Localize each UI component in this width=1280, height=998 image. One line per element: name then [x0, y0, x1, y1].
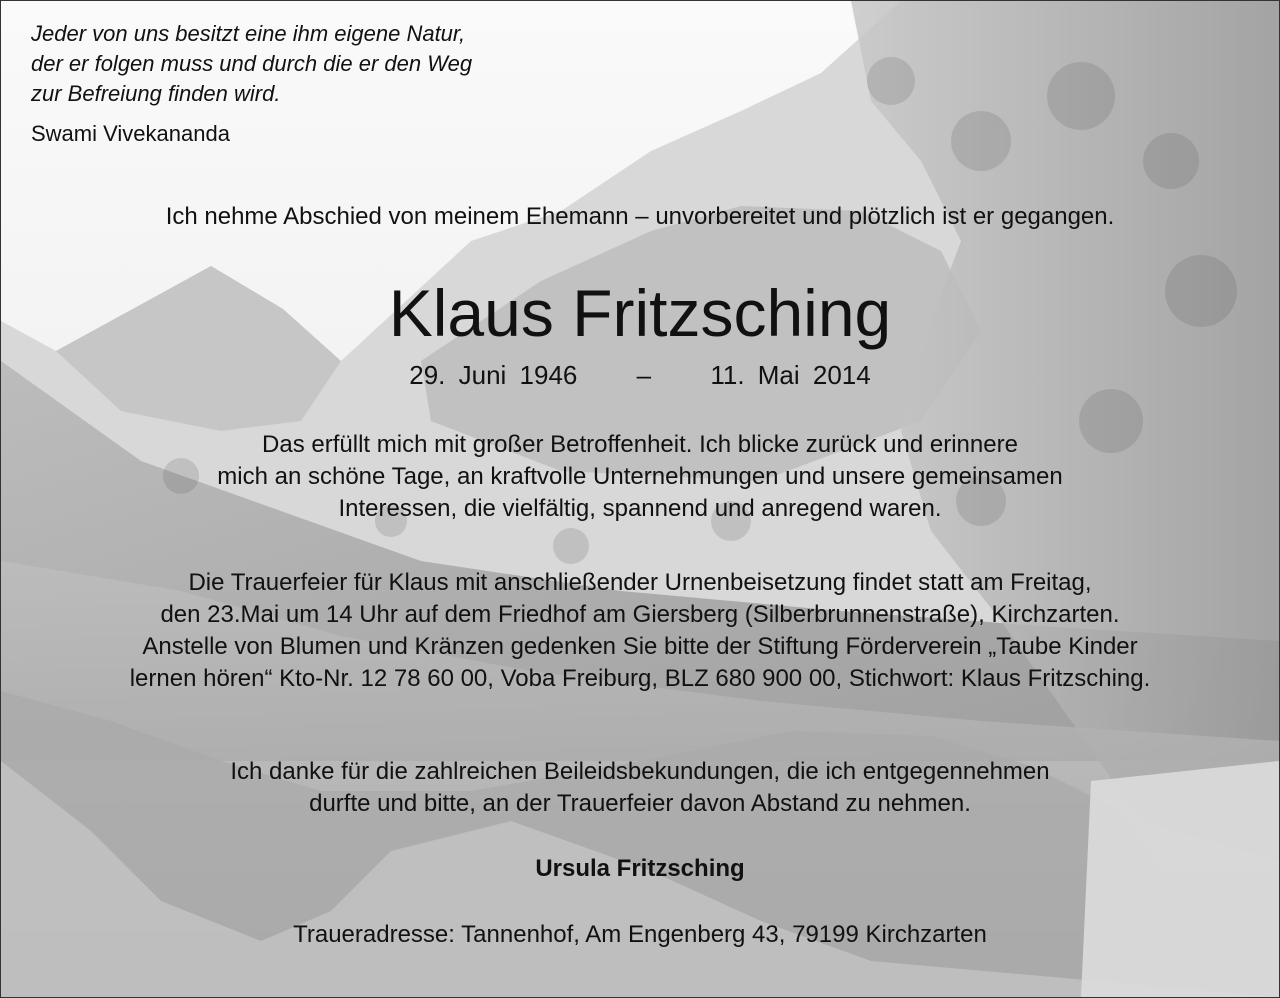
death-date: 11. Mai 2014: [710, 360, 871, 390]
deceased-name: Klaus Fritzsching: [388, 276, 892, 350]
farewell-intro: Ich nehme Abschied von meinem Ehemann – unvorbereitet und plötzlich ist er gegangen.: [165, 203, 1115, 230]
funeral-service-paragraph: [1, 567, 1279, 695]
thanks-line: Ich danke für die zahlreichen Beileidsbekundungen, die ich entgegennehmen: [230, 758, 1050, 785]
tribute-line: mich an schöne Tage, an kraftvolle Unternehmungen und unsere gemeinsamen: [217, 463, 1063, 490]
tribute-line: Das erfüllt mich mit großer Betroffenheit. Ich blicke zurück und erinnere: [262, 431, 1018, 458]
quote-author: Swami Vivekananda: [31, 121, 230, 146]
tribute-line: Interessen, die vielfältig, spannend und anregend waren.: [338, 495, 942, 522]
memorial-quote: [31, 19, 631, 109]
quote-line: der er folgen muss und durch die er den Weg: [31, 51, 473, 76]
service-line: Anstelle von Blumen und Kränzen gedenken Sie bitte der Stiftung Förderverein „Taube Kinder: [142, 633, 1138, 660]
mourning-address: Traueradresse: Tannenhof, Am Engenberg 43, 79199 Kirchzarten: [293, 921, 987, 948]
quote-line: Jeder von uns besitzt eine ihm eigene Natur,: [31, 21, 466, 46]
quote-line: zur Befreiung finden wird.: [31, 81, 281, 106]
service-line: Die Trauerfeier für Klaus mit anschließender Urnenbeisetzung findet statt am Freitag,: [188, 569, 1092, 596]
service-line: den 23.Mai um 14 Uhr auf dem Friedhof am Giersberg (Silberbrunnenstraße), Kirchzarten.: [160, 601, 1120, 628]
thanks-paragraph: [1, 756, 1279, 820]
date-separator: –: [636, 360, 652, 390]
signature-name: Ursula Fritzsching: [535, 855, 745, 882]
life-dates: [1, 359, 1279, 391]
notice-content: [1, 1, 1279, 997]
birth-date: 29. Juni 1946: [409, 360, 578, 390]
thanks-line: durfte und bitte, an der Trauerfeier davon Abstand zu nehmen.: [309, 790, 971, 817]
tribute-paragraph: [1, 429, 1279, 525]
service-line: lernen hören“ Kto-Nr. 12 78 60 00, Voba Freiburg, BLZ 680 900 00, Stichwort: Klaus Fritzsching.: [129, 665, 1151, 692]
